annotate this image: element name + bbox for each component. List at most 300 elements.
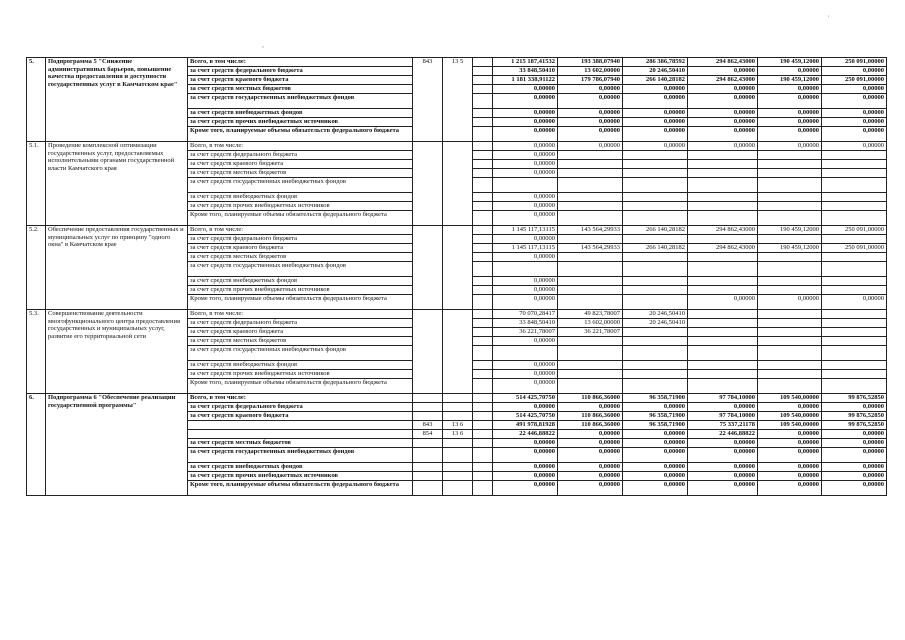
amount-cell — [758, 286, 822, 295]
empty-cell — [473, 319, 493, 328]
program-code — [443, 412, 473, 421]
program-code — [443, 142, 473, 226]
amount-cell: 0,00000 — [822, 94, 887, 109]
amount-cell: 0,00000 — [822, 430, 887, 439]
amount-cell — [558, 202, 623, 211]
funding-source: за счет средств внебюджетных фондов — [188, 361, 413, 370]
funding-source: за счет средств государственных внебюджетных фондов — [188, 94, 413, 109]
amount-cell — [623, 262, 688, 277]
grbs-code: 854 — [413, 430, 443, 439]
empty-cell — [473, 193, 493, 202]
amount-cell: 190 459,12000 — [758, 76, 822, 85]
amount-cell — [688, 193, 758, 202]
amount-cell: 110 866,36000 — [558, 421, 623, 430]
amount-cell — [822, 160, 887, 169]
amount-cell — [558, 379, 623, 394]
amount-cell — [623, 211, 688, 226]
empty-cell — [473, 337, 493, 346]
empty-cell — [473, 67, 493, 76]
amount-cell: 0,00000 — [623, 448, 688, 463]
amount-cell — [758, 193, 822, 202]
amount-cell: 0,00000 — [558, 109, 623, 118]
amount-cell: 0,00000 — [558, 127, 623, 142]
funding-source: за счет средств внебюджетных фондов — [188, 193, 413, 202]
table-row — [27, 394, 887, 403]
grbs-code — [413, 226, 443, 310]
amount-cell: 1 145 117,13115 — [493, 226, 558, 235]
amount-cell: 96 358,71900 — [623, 421, 688, 430]
empty-cell — [473, 448, 493, 463]
amount-cell: 36 221,78007 — [493, 328, 558, 337]
amount-cell — [558, 346, 623, 361]
program-code — [443, 472, 473, 481]
empty-cell — [473, 253, 493, 262]
amount-cell — [623, 295, 688, 310]
amount-cell: 0,00000 — [558, 439, 623, 448]
amount-cell — [822, 337, 887, 346]
amount-cell: 294 862,43000 — [688, 226, 758, 235]
amount-cell: 250 091,00000 — [822, 244, 887, 253]
amount-cell: 49 823,78007 — [558, 310, 623, 319]
amount-cell — [623, 160, 688, 169]
amount-cell: 266 140,28182 — [623, 244, 688, 253]
funding-source: за счет средств государственных внебюджетных фондов — [188, 346, 413, 361]
amount-cell — [558, 160, 623, 169]
amount-cell: 0,00000 — [822, 295, 887, 310]
amount-cell — [623, 277, 688, 286]
empty-cell — [473, 235, 493, 244]
amount-cell: 514 425,70750 — [493, 394, 558, 403]
empty-cell — [473, 76, 493, 85]
amount-cell — [688, 160, 758, 169]
row-number: 5. — [27, 58, 46, 142]
table-row — [27, 226, 887, 235]
empty-cell — [473, 127, 493, 142]
funding-source: за счет средств федерального бюджета — [188, 235, 413, 244]
amount-cell: 0,00000 — [493, 403, 558, 412]
funding-source: за счет средств внебюджетных фондов — [188, 109, 413, 118]
empty-cell — [473, 151, 493, 160]
program-code — [443, 448, 473, 463]
amount-cell — [558, 370, 623, 379]
empty-cell — [473, 295, 493, 310]
grbs-code — [413, 481, 443, 496]
amount-cell: 13 602,00000 — [558, 319, 623, 328]
amount-cell — [623, 193, 688, 202]
amount-cell: 0,00000 — [758, 118, 822, 127]
grbs-code — [413, 142, 443, 226]
amount-cell — [688, 310, 758, 319]
amount-cell: 0,00000 — [688, 463, 758, 472]
amount-cell — [623, 379, 688, 394]
funding-source: за счет средств федерального бюджета — [188, 67, 413, 76]
amount-cell: 20 246,50410 — [623, 310, 688, 319]
program-code: 13 5 — [443, 58, 473, 142]
amount-cell: 0,00000 — [758, 85, 822, 94]
amount-cell — [688, 379, 758, 394]
amount-cell: 0,00000 — [493, 481, 558, 496]
funding-source: за счет средств внебюджетных фондов — [188, 277, 413, 286]
amount-cell: 0,00000 — [558, 430, 623, 439]
grbs-code — [413, 394, 443, 403]
amount-cell: 0,00000 — [688, 109, 758, 118]
empty-cell — [473, 403, 493, 412]
amount-cell — [822, 202, 887, 211]
amount-cell: 0,00000 — [623, 403, 688, 412]
empty-cell — [473, 244, 493, 253]
amount-cell: 0,00000 — [688, 142, 758, 151]
amount-cell: 1 145 117,13115 — [493, 244, 558, 253]
amount-cell: 0,00000 — [822, 127, 887, 142]
empty-cell — [473, 328, 493, 337]
empty-cell — [473, 85, 493, 94]
budget-sheet — [26, 57, 887, 496]
amount-cell — [558, 193, 623, 202]
amount-cell — [822, 310, 887, 319]
amount-cell — [822, 361, 887, 370]
amount-cell: 0,00000 — [822, 85, 887, 94]
funding-source: Всего, в том числе: — [188, 58, 413, 67]
amount-cell: 0,00000 — [558, 463, 623, 472]
empty-cell — [473, 277, 493, 286]
amount-cell: 0,00000 — [493, 118, 558, 127]
empty-cell — [473, 226, 493, 235]
amount-cell — [822, 262, 887, 277]
amount-cell: 20 246,50410 — [623, 319, 688, 328]
funding-source: за счет средств местных бюджетов — [188, 337, 413, 346]
amount-cell: 250 091,00000 — [822, 58, 887, 67]
funding-source: Кроме того, планируемые объемы обязательств федерального бюджета — [188, 127, 413, 142]
amount-cell — [558, 361, 623, 370]
amount-cell: 97 784,10000 — [688, 394, 758, 403]
program-title: Подпрограмма 5 "Снижение административных барьеров, повышение качества предоставления и доступности государственных услуг в Камчатском крае" — [46, 58, 188, 142]
amount-cell: 109 540,00000 — [758, 394, 822, 403]
funding-source: за счет средств прочих внебюджетных источников — [188, 370, 413, 379]
empty-cell — [473, 421, 493, 430]
amount-cell — [558, 169, 623, 178]
amount-cell — [758, 277, 822, 286]
empty-cell — [473, 286, 493, 295]
empty-cell — [473, 370, 493, 379]
amount-cell — [558, 337, 623, 346]
amount-cell — [623, 346, 688, 361]
amount-cell: 0,00000 — [822, 472, 887, 481]
amount-cell: 0,00000 — [758, 463, 822, 472]
amount-cell: 0,00000 — [623, 109, 688, 118]
grbs-code: 843 — [413, 421, 443, 430]
amount-cell — [822, 370, 887, 379]
amount-cell: 0,00000 — [822, 403, 887, 412]
funding-source — [188, 421, 413, 430]
amount-cell: 0,00000 — [688, 439, 758, 448]
empty-cell — [473, 109, 493, 118]
amount-cell: 0,00000 — [688, 472, 758, 481]
empty-cell — [473, 169, 493, 178]
empty-cell — [473, 412, 493, 421]
amount-cell: 0,00000 — [822, 448, 887, 463]
amount-cell: 143 564,29933 — [558, 226, 623, 235]
program-code — [443, 310, 473, 394]
amount-cell: 97 784,10000 — [688, 412, 758, 421]
amount-cell: 33 848,50410 — [493, 67, 558, 76]
amount-cell: 0,00000 — [493, 337, 558, 346]
program-code: 13 6 — [443, 430, 473, 439]
amount-cell: 0,00000 — [493, 211, 558, 226]
amount-cell: 0,00000 — [758, 403, 822, 412]
amount-cell — [758, 370, 822, 379]
amount-cell: 0,00000 — [558, 94, 623, 109]
amount-cell — [688, 346, 758, 361]
empty-cell — [473, 481, 493, 496]
budget-table — [26, 57, 887, 496]
amount-cell: 0,00000 — [822, 118, 887, 127]
amount-cell: 0,00000 — [822, 142, 887, 151]
funding-source: за счет средств местных бюджетов — [188, 85, 413, 94]
amount-cell — [822, 277, 887, 286]
amount-cell: 0,00000 — [758, 109, 822, 118]
amount-cell: 75 337,21178 — [688, 421, 758, 430]
empty-cell — [473, 346, 493, 361]
amount-cell — [822, 235, 887, 244]
amount-cell: 0,00000 — [688, 481, 758, 496]
amount-cell — [493, 262, 558, 277]
amount-cell — [623, 202, 688, 211]
amount-cell: 0,00000 — [623, 463, 688, 472]
amount-cell: 33 848,50410 — [493, 319, 558, 328]
empty-cell — [473, 211, 493, 226]
amount-cell: 0,00000 — [822, 463, 887, 472]
amount-cell: 0,00000 — [688, 85, 758, 94]
amount-cell — [558, 178, 623, 193]
amount-cell: 0,00000 — [493, 253, 558, 262]
empty-cell — [473, 160, 493, 169]
amount-cell: 96 358,71900 — [623, 394, 688, 403]
funding-source: Всего, в том числе: — [188, 310, 413, 319]
amount-cell — [688, 361, 758, 370]
program-code — [443, 481, 473, 496]
amount-cell — [758, 178, 822, 193]
empty-cell — [473, 394, 493, 403]
amount-cell: 22 446,88822 — [493, 430, 558, 439]
amount-cell: 286 386,78592 — [623, 58, 688, 67]
amount-cell: 0,00000 — [758, 430, 822, 439]
amount-cell: 190 459,12000 — [758, 244, 822, 253]
amount-cell: 99 876,52850 — [822, 412, 887, 421]
amount-cell: 0,00000 — [558, 448, 623, 463]
empty-cell — [473, 94, 493, 109]
funding-source: Всего, в том числе: — [188, 142, 413, 151]
funding-source: за счет средств краевого бюджета — [188, 328, 413, 337]
funding-source: за счет средств внебюджетных фондов — [188, 463, 413, 472]
program-code: 13 6 — [443, 421, 473, 430]
amount-cell: 0,00000 — [623, 472, 688, 481]
empty-cell — [473, 361, 493, 370]
amount-cell: 0,00000 — [558, 403, 623, 412]
amount-cell — [623, 151, 688, 160]
empty-cell — [473, 439, 493, 448]
amount-cell: 250 091,00000 — [822, 226, 887, 235]
amount-cell — [558, 286, 623, 295]
grbs-code — [413, 310, 443, 394]
amount-cell — [688, 169, 758, 178]
funding-source: за счет средств местных бюджетов — [188, 253, 413, 262]
program-code — [443, 403, 473, 412]
funding-source: Всего, в том числе: — [188, 226, 413, 235]
amount-cell: 0,00000 — [493, 379, 558, 394]
amount-cell: 0,00000 — [493, 202, 558, 211]
amount-cell: 1 215 187,41532 — [493, 58, 558, 67]
grbs-code — [413, 412, 443, 421]
amount-cell: 99 876,52850 — [822, 394, 887, 403]
amount-cell: 0,00000 — [623, 118, 688, 127]
amount-cell: 0,00000 — [758, 439, 822, 448]
amount-cell — [688, 319, 758, 328]
amount-cell: 0,00000 — [493, 370, 558, 379]
amount-cell — [558, 262, 623, 277]
row-number: 5.2. — [27, 226, 46, 310]
funding-source: за счет средств федерального бюджета — [188, 403, 413, 412]
amount-cell: 0,00000 — [493, 277, 558, 286]
amount-cell — [688, 277, 758, 286]
program-code — [443, 394, 473, 403]
amount-cell — [623, 337, 688, 346]
amount-cell — [822, 286, 887, 295]
amount-cell: 13 602,00000 — [558, 67, 623, 76]
funding-source: за счет средств прочих внебюджетных источников — [188, 118, 413, 127]
program-code — [443, 226, 473, 310]
amount-cell: 294 862,43000 — [688, 76, 758, 85]
funding-source: за счет средств краевого бюджета — [188, 412, 413, 421]
amount-cell — [822, 211, 887, 226]
amount-cell — [558, 211, 623, 226]
grbs-code — [413, 463, 443, 472]
row-number: 5.1. — [27, 142, 46, 226]
amount-cell: 0,00000 — [688, 127, 758, 142]
amount-cell — [758, 262, 822, 277]
amount-cell — [822, 328, 887, 337]
amount-cell — [822, 253, 887, 262]
amount-cell: 0,00000 — [493, 142, 558, 151]
amount-cell — [758, 151, 822, 160]
amount-cell: 294 862,43000 — [688, 58, 758, 67]
amount-cell — [822, 193, 887, 202]
amount-cell — [688, 178, 758, 193]
empty-cell — [473, 178, 493, 193]
amount-cell: 294 862,43000 — [688, 244, 758, 253]
grbs-code — [413, 472, 443, 481]
program-title: Совершенствование деятельности многофункционального центра предоставления государственных и муниципальных услуг, развитие его территориальной сети — [46, 310, 188, 394]
funding-source: Кроме того, планируемые объемы обязательств федерального бюджета — [188, 211, 413, 226]
grbs-code — [413, 448, 443, 463]
funding-source: за счет средств прочих внебюджетных источников — [188, 286, 413, 295]
amount-cell: 99 876,52850 — [822, 421, 887, 430]
amount-cell — [688, 151, 758, 160]
amount-cell — [822, 346, 887, 361]
amount-cell: 0,00000 — [822, 439, 887, 448]
amount-cell — [822, 178, 887, 193]
amount-cell: 0,00000 — [688, 118, 758, 127]
empty-cell — [473, 118, 493, 127]
amount-cell — [558, 235, 623, 244]
amount-cell: 0,00000 — [688, 403, 758, 412]
empty-cell — [473, 202, 493, 211]
amount-cell — [822, 379, 887, 394]
amount-cell — [822, 319, 887, 328]
amount-cell: 1 181 338,91122 — [493, 76, 558, 85]
amount-cell — [623, 178, 688, 193]
table-row — [27, 58, 887, 67]
amount-cell — [688, 328, 758, 337]
amount-cell — [493, 178, 558, 193]
amount-cell: 0,00000 — [493, 286, 558, 295]
empty-cell — [473, 58, 493, 67]
amount-cell: 0,00000 — [623, 85, 688, 94]
amount-cell: 0,00000 — [688, 448, 758, 463]
amount-cell: 0,00000 — [758, 481, 822, 496]
amount-cell: 109 540,00000 — [758, 421, 822, 430]
amount-cell: 0,00000 — [558, 481, 623, 496]
amount-cell — [758, 379, 822, 394]
amount-cell — [688, 370, 758, 379]
amount-cell — [688, 235, 758, 244]
amount-cell — [558, 295, 623, 310]
program-code — [443, 463, 473, 472]
amount-cell: 0,00000 — [493, 169, 558, 178]
amount-cell: 0,00000 — [558, 85, 623, 94]
amount-cell: 190 459,12000 — [758, 58, 822, 67]
funding-source: за счет средств федерального бюджета — [188, 319, 413, 328]
empty-cell — [473, 310, 493, 319]
program-code — [443, 439, 473, 448]
amount-cell — [758, 310, 822, 319]
empty-cell — [473, 379, 493, 394]
amount-cell — [758, 319, 822, 328]
scan-mark: , — [262, 40, 264, 49]
amount-cell — [558, 253, 623, 262]
amount-cell: 0,00000 — [758, 295, 822, 310]
amount-cell: 96 358,71900 — [623, 412, 688, 421]
funding-source: за счет средств прочих внебюджетных источников — [188, 202, 413, 211]
amount-cell: 0,00000 — [493, 439, 558, 448]
amount-cell: 70 070,28417 — [493, 310, 558, 319]
amount-cell: 0,00000 — [493, 448, 558, 463]
amount-cell — [822, 169, 887, 178]
amount-cell: 0,00000 — [623, 94, 688, 109]
amount-cell: 0,00000 — [688, 94, 758, 109]
table-row — [27, 142, 887, 151]
amount-cell — [688, 262, 758, 277]
amount-cell: 0,00000 — [688, 295, 758, 310]
amount-cell: 0,00000 — [688, 67, 758, 76]
amount-cell: 0,00000 — [493, 127, 558, 142]
amount-cell: 0,00000 — [822, 67, 887, 76]
amount-cell — [758, 160, 822, 169]
amount-cell — [758, 361, 822, 370]
amount-cell: 36 221,78007 — [558, 328, 623, 337]
funding-source: за счет средств государственных внебюджетных фондов — [188, 262, 413, 277]
amount-cell — [623, 370, 688, 379]
amount-cell — [822, 151, 887, 160]
amount-cell: 250 091,00000 — [822, 76, 887, 85]
amount-cell: 0,00000 — [758, 472, 822, 481]
amount-cell: 0,00000 — [493, 94, 558, 109]
amount-cell — [623, 328, 688, 337]
amount-cell: 491 978,81928 — [493, 421, 558, 430]
amount-cell: 0,00000 — [493, 109, 558, 118]
amount-cell — [758, 235, 822, 244]
amount-cell: 0,00000 — [493, 295, 558, 310]
amount-cell: 0,00000 — [493, 160, 558, 169]
